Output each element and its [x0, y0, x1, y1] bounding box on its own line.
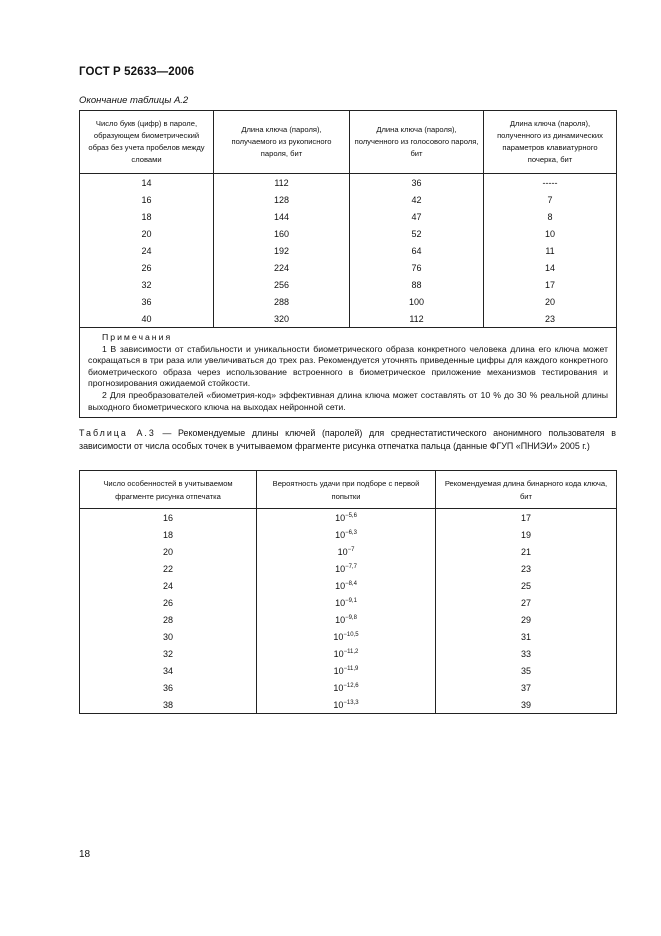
probability-exponent: −13,3	[343, 699, 359, 706]
table-cell: 52	[350, 225, 484, 242]
points-cell: 26	[80, 594, 257, 611]
probability-exponent: −10,5	[343, 631, 359, 638]
table-row	[80, 174, 617, 192]
table-row	[80, 310, 617, 328]
note-2: 2 Для преобразователей «биометрия-код» эффективная длина ключа может составлять от 10 % до 30 % реальной длины выходного биометрического ключа на выходах нейронной сети.	[88, 389, 608, 412]
table-a3-caption-text: — Рекомендуемые длины ключей (паролей) для среднестатистического анонимного пользователя в зависимости от числа особых точек в учитываемом фрагменте рисунка отпечатка пальца (данные ФГУП «ПНИЭИ» 2005 г.)	[79, 428, 616, 451]
points-cell: 34	[80, 662, 257, 679]
table-cell: -----	[484, 174, 617, 192]
probability-base: 10	[333, 665, 344, 676]
column-header: Число букв (цифр) в пароле, образующем биометрический образ без учета пробелов между словами	[80, 111, 214, 174]
table-row	[80, 577, 617, 594]
probability-base: 10	[333, 682, 344, 693]
table-cell: 32	[80, 276, 214, 293]
table-cell: 10	[484, 225, 617, 242]
table-a2	[79, 110, 617, 418]
table-cell: 47	[350, 208, 484, 225]
table-a2-notes	[80, 328, 617, 418]
table-cell: 76	[350, 259, 484, 276]
table-cell: 36	[80, 293, 214, 310]
probability-cell	[257, 611, 436, 628]
table-cell: 192	[214, 242, 350, 259]
table-a3-body	[80, 509, 617, 714]
points-cell: 18	[80, 526, 257, 543]
table-row	[80, 225, 617, 242]
table-cell: 40	[80, 310, 214, 328]
table-cell: 17	[484, 276, 617, 293]
table-cell: 8	[484, 208, 617, 225]
table-a3	[79, 470, 617, 714]
table-row	[80, 509, 617, 527]
bits-cell: 39	[436, 696, 617, 714]
table-cell: 128	[214, 191, 350, 208]
column-header: Число особенностей в учитываемом фрагменте рисунка отпечатка	[80, 471, 257, 509]
probability-base: 10	[333, 699, 344, 710]
table-cell: 64	[350, 242, 484, 259]
table-cell: 20	[484, 293, 617, 310]
probability-exponent: −9,8	[345, 614, 357, 621]
probability-base: 10	[335, 614, 346, 625]
table-cell: 320	[214, 310, 350, 328]
table-row	[80, 696, 617, 714]
points-cell: 38	[80, 696, 257, 714]
table-a2-header-row	[80, 111, 617, 174]
bits-cell: 25	[436, 577, 617, 594]
table-cell: 11	[484, 242, 617, 259]
table-cell: 288	[214, 293, 350, 310]
table-cell: 18	[80, 208, 214, 225]
bits-cell: 29	[436, 611, 617, 628]
table-row	[80, 560, 617, 577]
table-cell: 144	[214, 208, 350, 225]
column-header: Рекомендуемая длина бинарного кода ключа, бит	[436, 471, 617, 509]
bits-cell: 37	[436, 679, 617, 696]
points-cell: 22	[80, 560, 257, 577]
bits-cell: 31	[436, 628, 617, 645]
probability-cell	[257, 526, 436, 543]
points-cell: 16	[80, 509, 257, 527]
probability-base: 10	[335, 563, 346, 574]
probability-exponent: −12,6	[343, 682, 359, 689]
probability-cell	[257, 628, 436, 645]
table-row	[80, 628, 617, 645]
probability-exponent: −5,6	[345, 512, 357, 519]
column-header: Длина ключа (пароля), получаемого из рукописного пароля, бит	[214, 111, 350, 174]
bits-cell: 17	[436, 509, 617, 527]
probability-base: 10	[335, 580, 346, 591]
probability-cell	[257, 679, 436, 696]
table-cell: 42	[350, 191, 484, 208]
table-row	[80, 259, 617, 276]
table-row	[80, 645, 617, 662]
points-cell: 28	[80, 611, 257, 628]
probability-cell	[257, 577, 436, 594]
probability-cell	[257, 509, 436, 527]
table-row	[80, 594, 617, 611]
points-cell: 20	[80, 543, 257, 560]
table-row	[80, 526, 617, 543]
probability-exponent: −9,1	[345, 597, 357, 604]
probability-base: 10	[333, 631, 344, 642]
table-a3-label: Таблица А.3	[79, 428, 156, 438]
points-cell: 36	[80, 679, 257, 696]
probability-cell	[257, 696, 436, 714]
probability-exponent: −7,7	[345, 563, 357, 570]
column-header: Длина ключа (пароля), полученного из голосового пароля, бит	[350, 111, 484, 174]
bits-cell: 23	[436, 560, 617, 577]
table-cell: 14	[80, 174, 214, 192]
probability-exponent: −7	[347, 546, 355, 553]
table-cell: 160	[214, 225, 350, 242]
column-header: Длина ключа (пароля), полученного из динамических параметров клавиатурного почерка, бит	[484, 111, 617, 174]
table-row	[80, 242, 617, 259]
table-cell: 14	[484, 259, 617, 276]
table-cell: 112	[214, 174, 350, 192]
table-cell: 88	[350, 276, 484, 293]
bits-cell: 27	[436, 594, 617, 611]
bits-cell: 33	[436, 645, 617, 662]
points-cell: 32	[80, 645, 257, 662]
bits-cell: 19	[436, 526, 617, 543]
page-number: 18	[79, 849, 91, 860]
probability-cell	[257, 645, 436, 662]
points-cell: 24	[80, 577, 257, 594]
table-cell: 26	[80, 259, 214, 276]
table-cell: 23	[484, 310, 617, 328]
table-a3-header-row	[80, 471, 617, 509]
table-row	[80, 276, 617, 293]
table-cell: 224	[214, 259, 350, 276]
table-a2-body	[80, 174, 617, 328]
table-row	[80, 679, 617, 696]
table-cell: 7	[484, 191, 617, 208]
bits-cell: 21	[436, 543, 617, 560]
probability-base: 10	[333, 648, 344, 659]
probability-exponent: −11,9	[343, 665, 359, 672]
probability-base: 10	[335, 512, 346, 523]
probability-cell	[257, 662, 436, 679]
table-cell: 112	[350, 310, 484, 328]
column-header: Вероятность удачи при подборе с первой попытки	[257, 471, 436, 509]
probability-cell	[257, 560, 436, 577]
probability-exponent: −11,2	[343, 648, 359, 655]
table-cell: 100	[350, 293, 484, 310]
probability-base: 10	[335, 597, 346, 608]
probability-exponent: −8,4	[345, 580, 357, 587]
probability-cell	[257, 594, 436, 611]
probability-base: 10	[337, 546, 348, 557]
notes-title: Примечания	[102, 332, 173, 342]
table-row	[80, 662, 617, 679]
table-cell: 256	[214, 276, 350, 293]
bits-cell: 35	[436, 662, 617, 679]
table-row	[80, 543, 617, 560]
table-cell: 24	[80, 242, 214, 259]
table-row	[80, 611, 617, 628]
probability-base: 10	[335, 529, 346, 540]
table-a3-caption	[79, 427, 616, 452]
probability-cell	[257, 543, 436, 560]
probability-exponent: −6,3	[345, 529, 357, 536]
table-row	[80, 208, 617, 225]
table-cell: 20	[80, 225, 214, 242]
table-cell: 36	[350, 174, 484, 192]
table-a2-notes-row	[80, 328, 617, 418]
table-cell: 16	[80, 191, 214, 208]
table-row	[80, 293, 617, 310]
table-a2-caption: Окончание таблицы А.2	[79, 95, 189, 106]
note-1: 1 В зависимости от стабильности и уникальности биометрического образа конкретного человека длина его ключа может сокращаться в три раза или увеличиваться до трех раз. Рекомендуется уточнять приведенные цифры для каждого конкретного биометрического образа через использование встроенного в биометрическое приложение механизмов тестирования и прогнозирования ожидаемой стойкости.	[88, 343, 608, 389]
table-row	[80, 191, 617, 208]
points-cell: 30	[80, 628, 257, 645]
document-code: ГОСТ Р 52633—2006	[79, 66, 195, 78]
